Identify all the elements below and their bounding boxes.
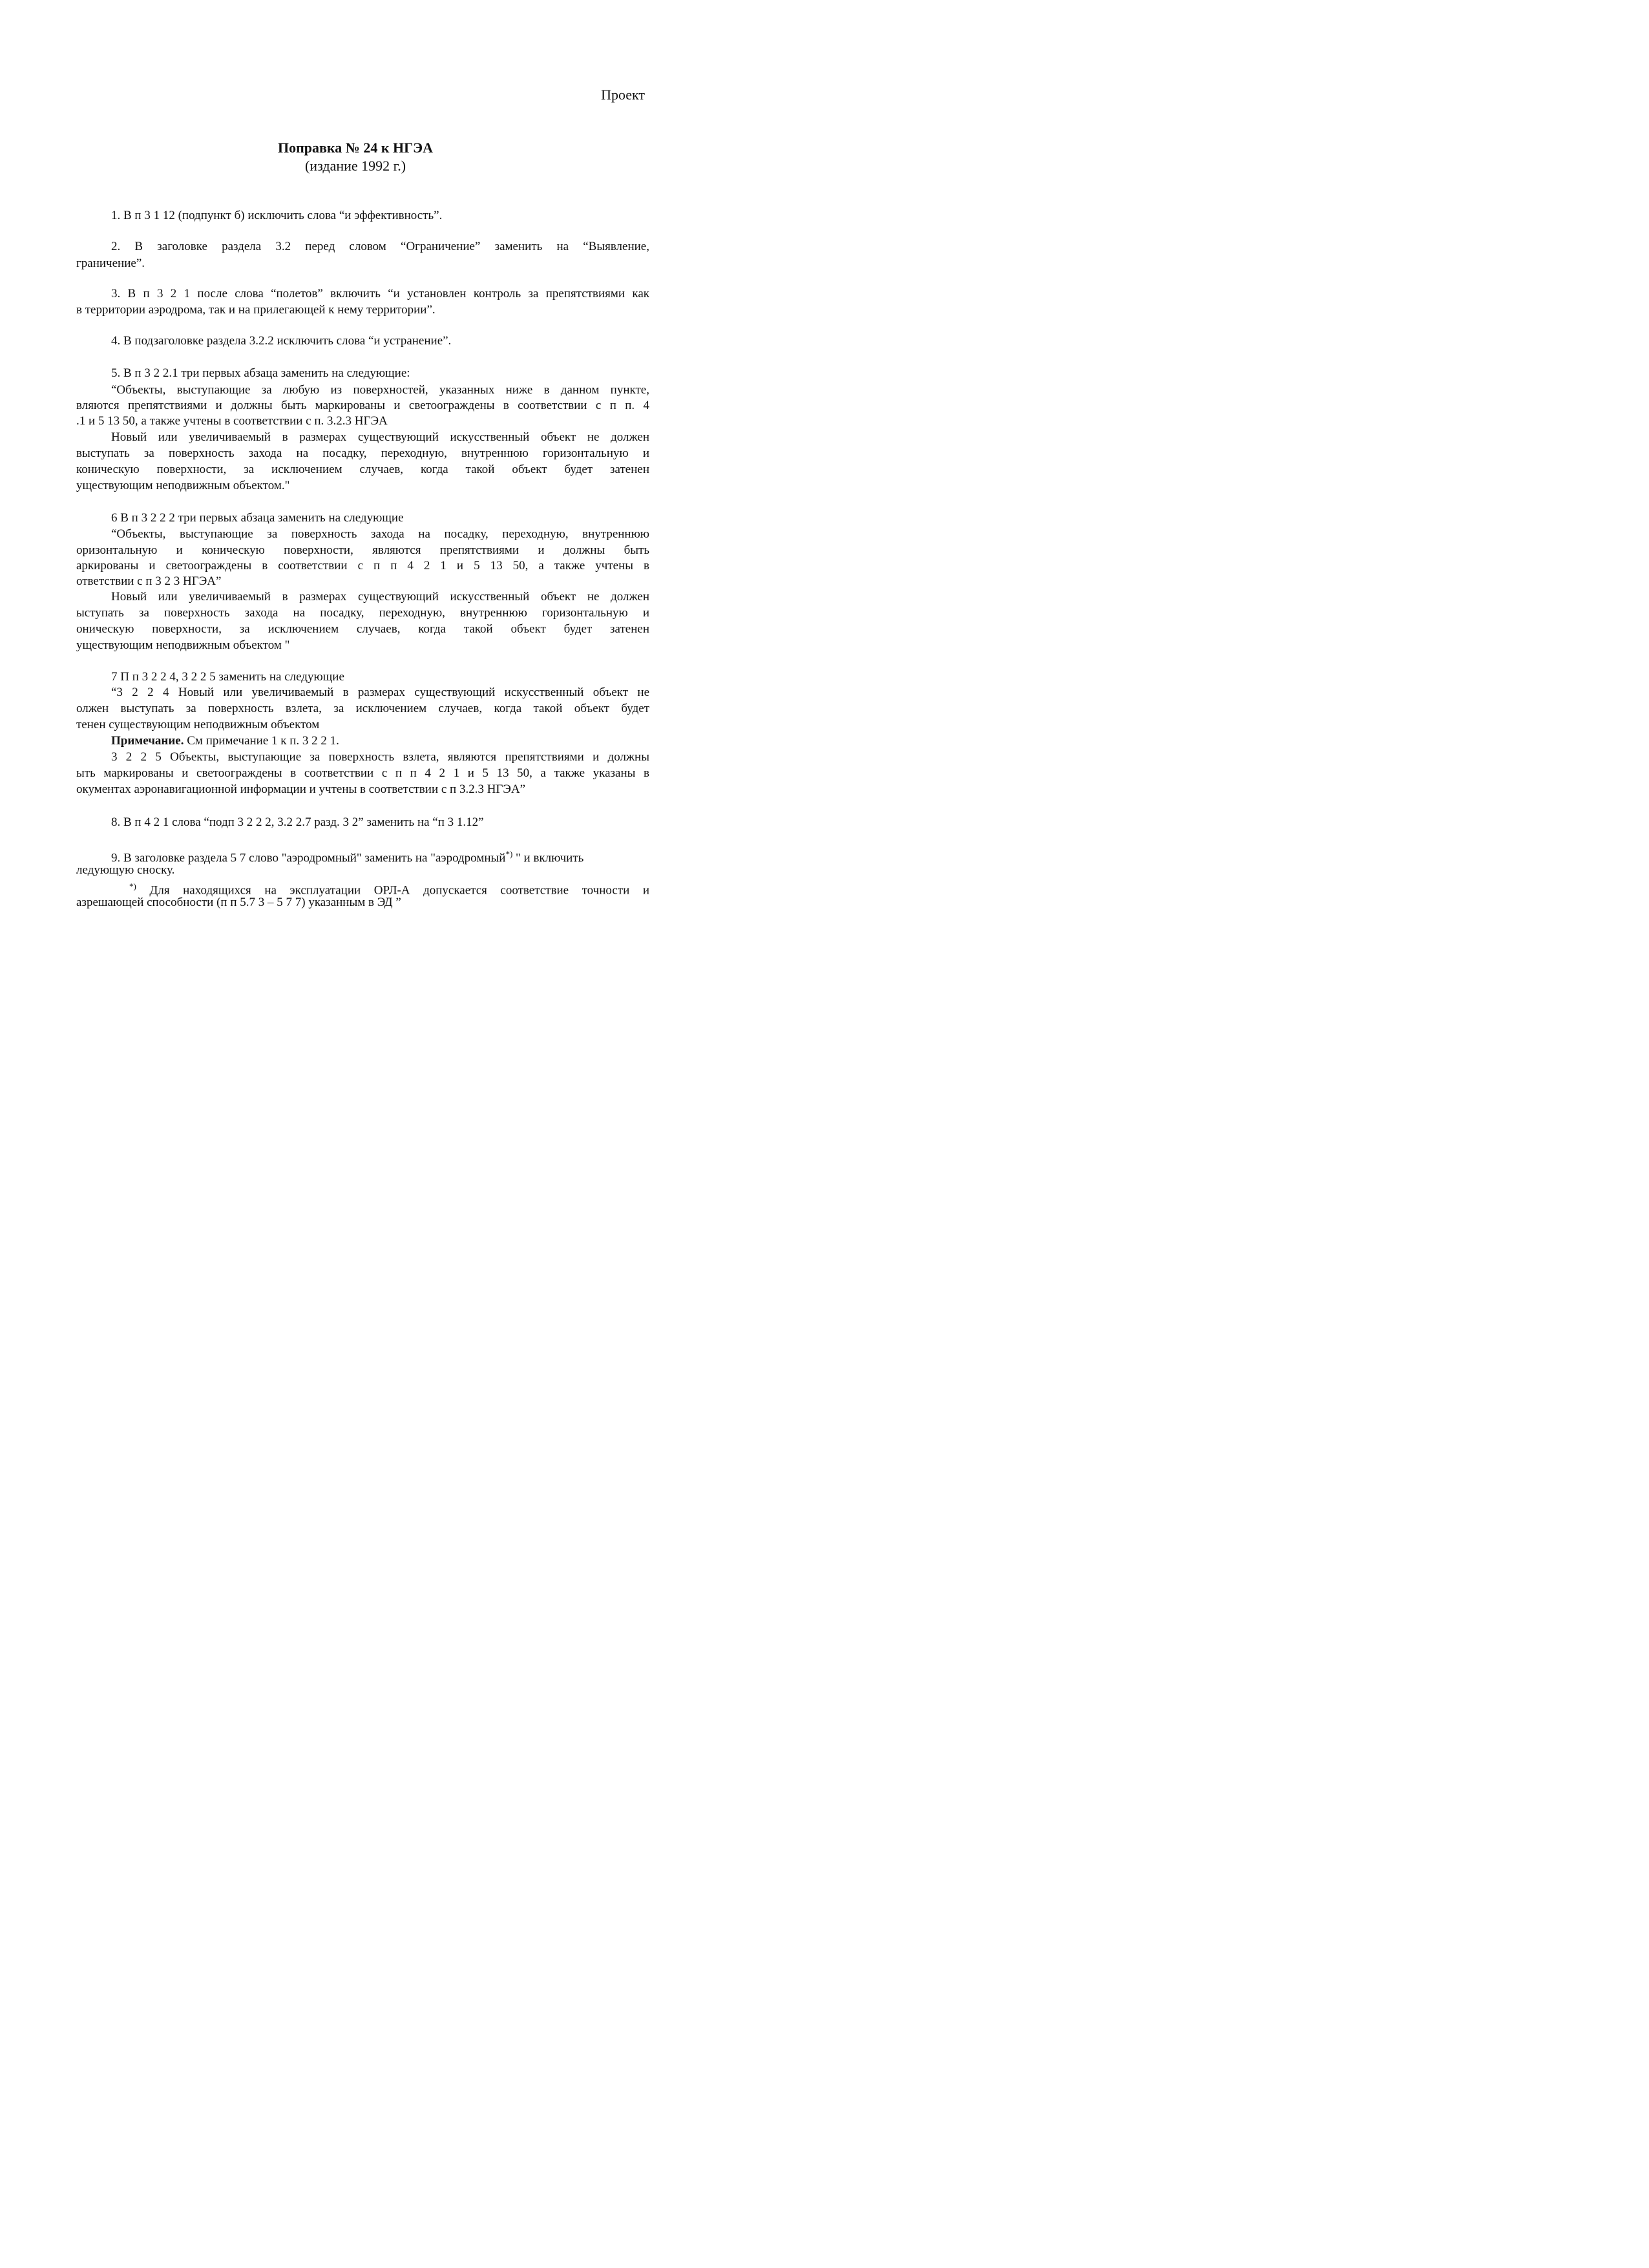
item-6-line-9: уществующим неподвижным объектом " [76,638,290,652]
project-label: Проект [601,87,645,103]
item-8: 8. В п 4 2 1 слова “подп 3 2 2 2, 3.2 2.7 разд. 3 2” заменить на “п 3 1.12” [111,815,484,829]
item-6-line-4: аркированы и светоограждены в соответствии с п п 4 2 1 и 5 13 50, а также учтены в [76,559,649,572]
footnote-line-2: азрешающей способности (п п 5.7 3 – 5 7 7) указанным в ЭД ” [76,896,401,909]
item-5-line-3: вляются препятствиями и должны быть маркированы и светоограждены в соответствии с п п. 4 [76,399,649,412]
item-6-line-2: “Объекты, выступающие за поверхность захода на посадку, переходную, внутреннюю [111,527,649,541]
item-5-line-2: “Объекты, выступающие за любую из поверхностей, указанных ниже в данном пункте, [111,383,649,397]
item-5-line-4: .1 и 5 13 50, а также учтены в соответствии с п. 3.2.3 НГЭА [76,414,388,428]
item-6-line-1: 6 В п 3 2 2 2 три первых абзаца заменить на следующие [111,511,404,525]
item-3-line-2: в территории аэродрома, так и на прилегающей к нему территории”. [76,303,436,317]
footnote-text-1: Для находящихся на эксплуатации ОРЛ-А допускается соответствие точности и [136,883,649,898]
item-9-line-1-text [111,846,583,866]
item-5-line-8: уществующим неподвижным объектом." [76,479,290,492]
item-9-line-1-part-b: " и включить [512,851,584,865]
item-6-line-7: ыступать за поверхность захода на посадку, переходную, внутреннюю горизонтальную и [76,606,649,620]
item-7-line-4: тенен существующим неподвижным объектом [76,718,320,731]
title-block [0,139,711,175]
item-7-line-2: “3 2 2 4 Новый или увеличиваемый в размерах существующий искусственный объект не [111,686,649,699]
document-subtitle: (издание 1992 г.) [304,158,406,174]
item-7-line-1: 7 П п 3 2 2 4, 3 2 2 5 заменить на следующие [111,670,344,684]
item-2-line-2: граничение”. [76,257,145,270]
note-text: См примечание 1 к п. 3 2 2 1. [184,734,339,748]
item-6-line-8: оническую поверхности, за исключением случаев, когда такой объект будет затенен [76,622,649,636]
item-5-line-7: коническую поверхности, за исключением случаев, когда такой объект будет затенен [76,463,649,476]
item-1: 1. В п 3 1 12 (подпункт б) исключить слова “и эффективность”. [111,209,443,222]
item-7-line-6: 3 2 2 5 Объекты, выступающие за поверхность взлета, являются препятствиями и должны [111,750,649,764]
item-7-line-3: олжен выступать за поверхность взлета, за исключением случаев, когда такой объект будет [76,702,649,715]
document-title: Поправка № 24 к НГЭА [278,140,433,156]
item-2-line-1: 2. В заголовке раздела 3.2 перед словом “Ограничение” заменить на “Выявление, [111,240,649,253]
item-3-line-1: 3. В п 3 2 1 после слова “полетов” включить “и установлен контроль за препятствиями как [111,287,649,300]
item-9-line-2: ледующую сноску. [76,863,175,877]
item-6-line-6: Новый или увеличиваемый в размерах существующий искусственный объект не должен [111,590,649,604]
item-4: 4. В подзаголовке раздела 3.2.2 исключить слова “и устранение”. [111,334,452,348]
item-9-line-1 [111,846,649,866]
footnote-marker-2: *) [129,881,136,891]
item-7-note [111,733,339,749]
document-page [0,0,733,1034]
item-9-line-1-part-a: 9. В заголовке раздела 5 7 слово "аэродромный" заменить на "аэродромный [111,851,506,865]
item-5-line-6: выступать за поверхность захода на посадку, переходную, внутреннюю горизонтальную и [76,446,649,460]
item-6-line-5: ответствии с п 3 2 3 НГЭА” [76,574,222,588]
footnote-marker: *) [505,849,513,859]
item-5-line-5: Новый или увеличиваемый в размерах существующий искусственный объект не должен [111,430,649,444]
item-7-line-8: окументах аэронавигационной информации и учтены в соответствии с п 3.2.3 НГЭА” [76,782,526,796]
item-6-line-3: оризонтальную и коническую поверхности, являются препятствиями и должны быть [76,543,649,557]
item-7-line-7: ыть маркированы и светоограждены в соответствии с п п 4 2 1 и 5 13 50, а также указаны в [76,766,649,780]
note-label: Примечание. [111,734,184,748]
item-5-line-1: 5. В п 3 2 2.1 три первых абзаца заменить на следующие: [111,366,410,380]
